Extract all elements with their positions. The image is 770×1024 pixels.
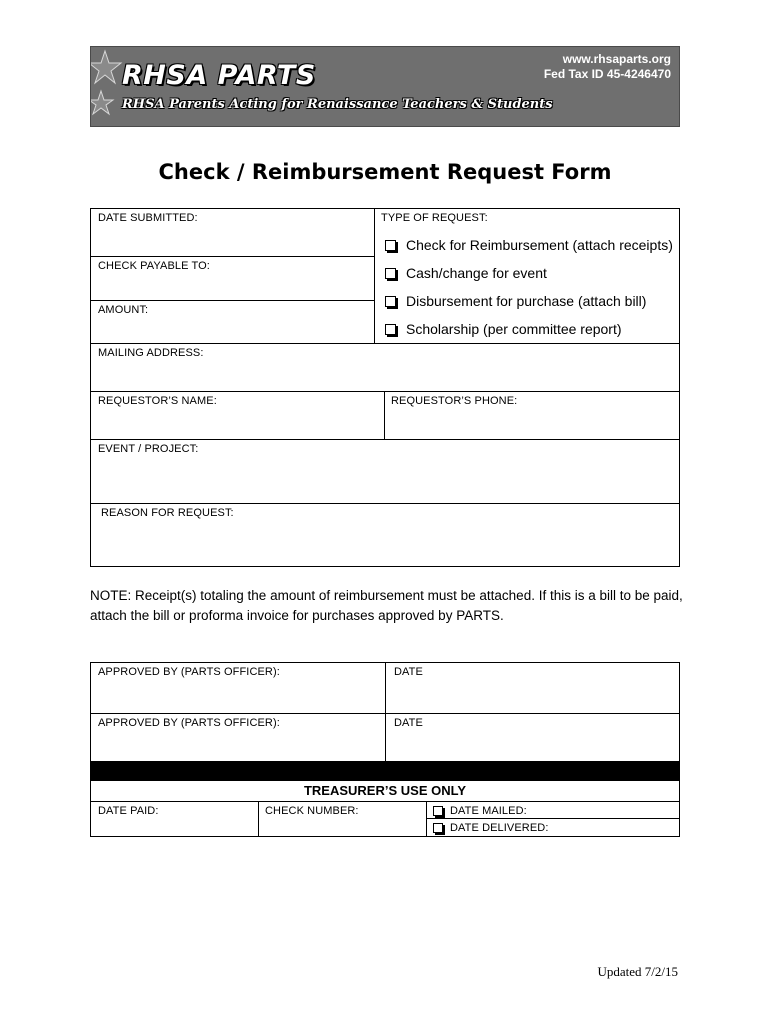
request-option-cash[interactable] (385, 265, 547, 281)
event-project-field[interactable] (90, 439, 680, 503)
approved-by-label: APPROVED BY (PARTS OFFICER): (98, 666, 280, 678)
requestor-phone-label: REQUESTOR’S PHONE: (391, 395, 518, 407)
form-title: Check / Reimbursement Request Form (158, 160, 612, 184)
date-submitted-field[interactable] (90, 208, 374, 256)
treasurer-section-title: TREASURER’S USE ONLY (303, 783, 467, 798)
request-option-scholarship[interactable] (385, 321, 622, 337)
event-project-label: EVENT / PROJECT: (98, 443, 199, 455)
reason-for-request-field[interactable] (90, 503, 680, 567)
approved-by-field-1[interactable] (90, 662, 386, 714)
check-payable-to-field[interactable] (90, 256, 374, 300)
reimbursement-note: NOTE: Receipt(s) totaling the amount of reimbursement must be attached. If this is a bill to be paid, attach the bill or proforma invoice for purchases approved by PARTS. (90, 588, 683, 623)
request-option-label: Scholarship (per committee report) (406, 321, 622, 337)
approval-date-field-1[interactable] (385, 662, 680, 714)
approval-date-label: DATE (394, 666, 423, 678)
date-delivered-option[interactable] (433, 822, 549, 834)
type-of-request-label: TYPE OF REQUEST: (381, 212, 488, 224)
request-option-reimbursement[interactable] (385, 237, 673, 253)
approval-date-field-2[interactable] (385, 713, 680, 761)
date-delivered-label: DATE DELIVERED: (450, 822, 549, 834)
amount-label: AMOUNT: (98, 304, 149, 316)
amount-field[interactable] (90, 300, 374, 344)
updated-date: Updated 7/2/15 (597, 964, 678, 979)
checkbox-icon[interactable] (385, 324, 396, 335)
reason-for-request-label: REASON FOR REQUEST: (101, 507, 234, 519)
requestor-name-label: REQUESTOR’S NAME: (98, 395, 217, 407)
date-delivered-field[interactable] (426, 818, 680, 837)
approved-by-field-2[interactable] (90, 713, 386, 761)
date-paid-field[interactable] (90, 801, 258, 837)
mailing-address-label: MAILING ADDRESS: (98, 347, 204, 359)
type-of-request-section (374, 208, 680, 344)
date-submitted-label: DATE SUBMITTED: (98, 212, 198, 224)
checkbox-icon[interactable] (385, 240, 396, 251)
requestor-phone-field[interactable] (384, 391, 680, 439)
check-payable-to-label: CHECK PAYABLE TO: (98, 260, 210, 272)
request-option-disbursement[interactable] (385, 293, 646, 309)
mailing-address-field[interactable] (90, 343, 680, 392)
date-paid-label: DATE PAID: (98, 805, 159, 817)
checkbox-icon[interactable] (385, 296, 396, 307)
approved-by-label: APPROVED BY (PARTS OFFICER): (98, 717, 280, 729)
checkbox-icon[interactable] (385, 268, 396, 279)
checkbox-icon[interactable] (433, 823, 443, 833)
date-mailed-label: DATE MAILED: (450, 805, 527, 817)
request-option-label: Check for Reimbursement (attach receipts) (406, 237, 673, 253)
check-number-field[interactable] (258, 801, 426, 837)
brand-tagline: RHSA Parents Acting for Renaissance Teachers & Students (122, 97, 553, 112)
treasurer-divider-bar (90, 761, 680, 781)
request-option-label: Cash/change for event (406, 265, 547, 281)
date-mailed-option[interactable] (433, 805, 527, 817)
date-mailed-field[interactable] (426, 801, 680, 819)
request-option-label: Disbursement for purchase (attach bill) (406, 293, 647, 309)
header-banner (90, 46, 680, 127)
brand-logo-text: RHSA PARTS (122, 60, 316, 91)
checkbox-icon[interactable] (433, 806, 443, 816)
approval-date-label: DATE (394, 717, 423, 729)
requestor-name-field[interactable] (90, 391, 385, 439)
tax-id: Fed Tax ID 45-4246470 (543, 67, 671, 81)
check-number-label: CHECK NUMBER: (265, 805, 359, 817)
website-link[interactable]: www.rhsaparts.org (562, 52, 671, 66)
header-contact (544, 52, 671, 82)
